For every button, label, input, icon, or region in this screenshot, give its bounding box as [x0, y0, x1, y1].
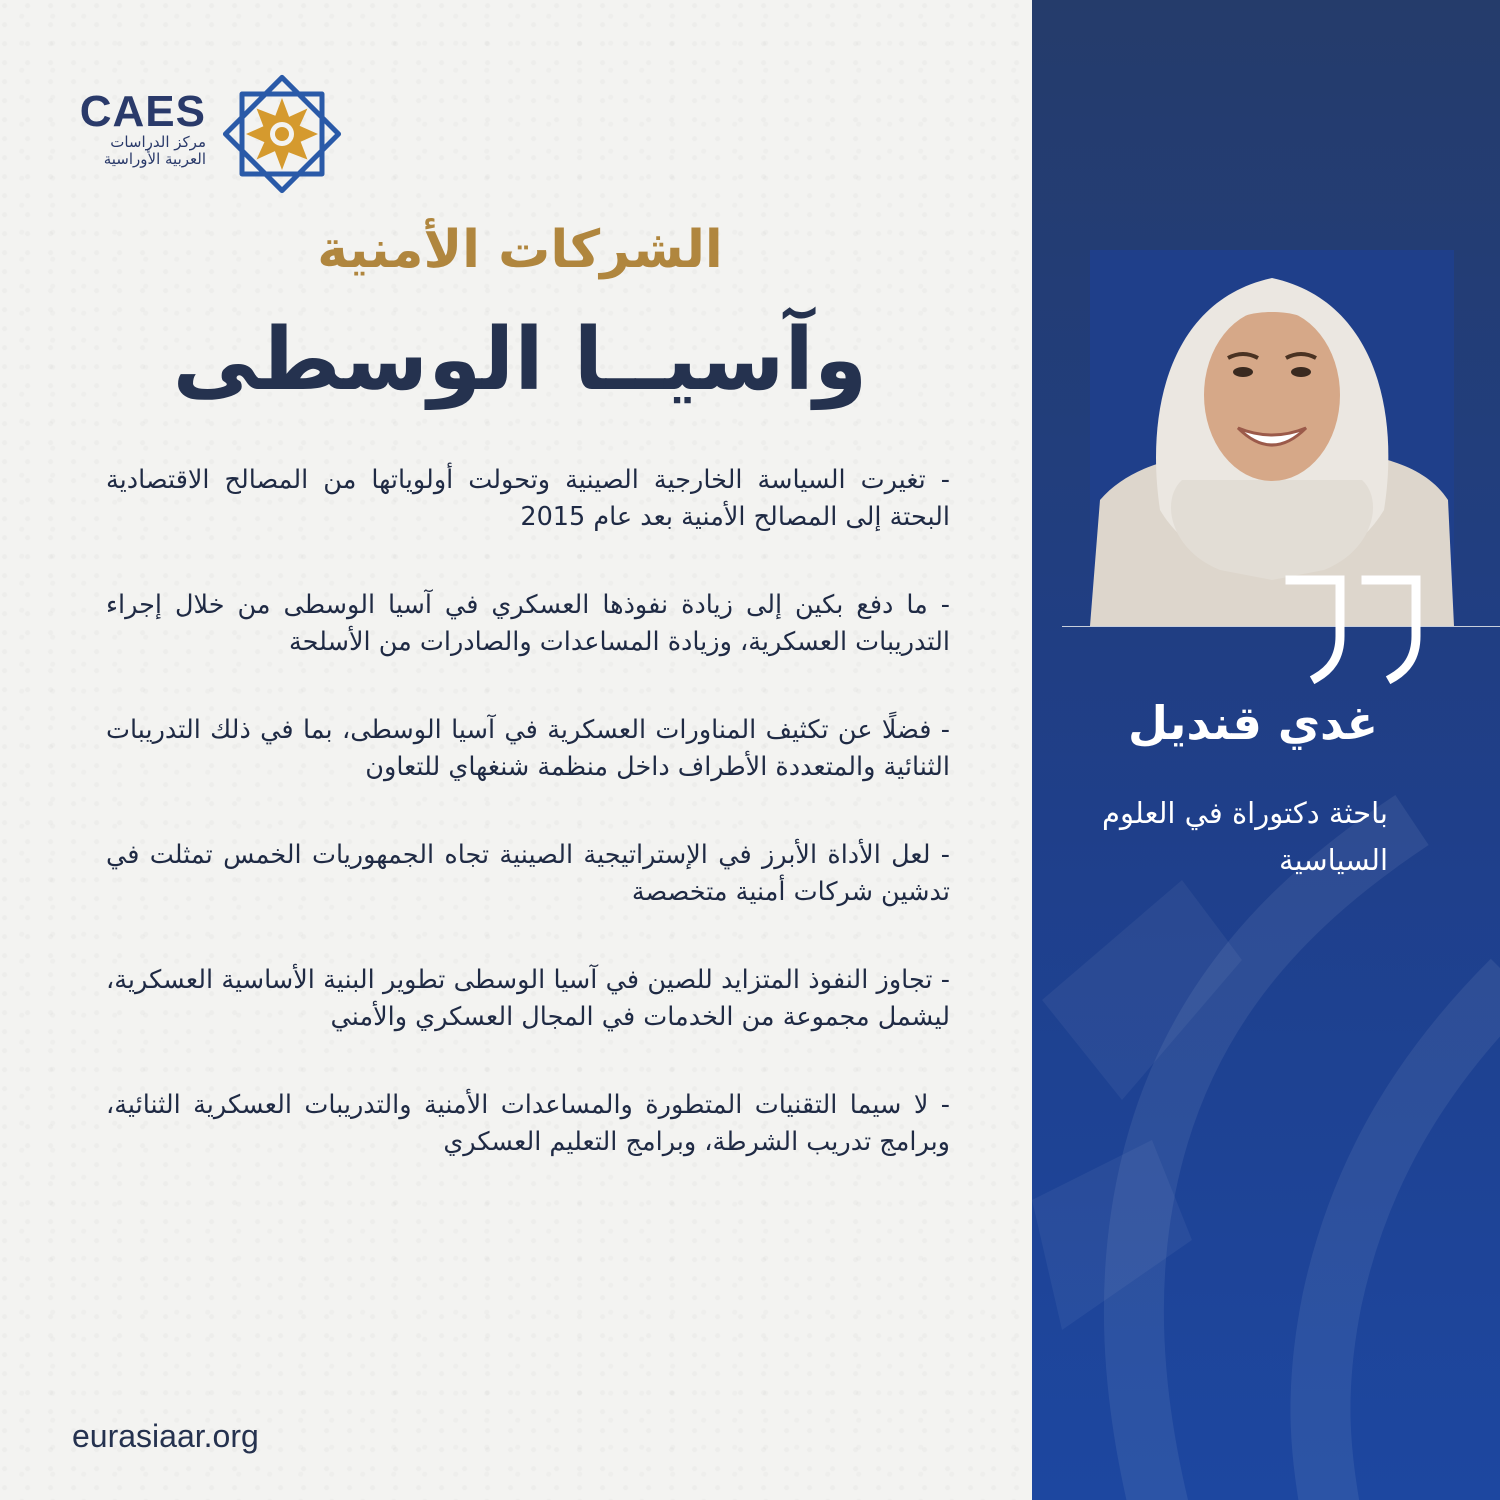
title-line-2: وآسيــا الوسطى	[172, 310, 868, 410]
logo-text	[79, 87, 206, 168]
key-point: - لا سيما التقنيات المتطورة والمساعدات الأمنية والتدريبات العسكرية الثنائية، وبرامج تدريب الشرطة، وبرامج التعليم العسكري	[106, 1090, 950, 1157]
caes-logo[interactable]	[79, 72, 344, 192]
author-panel	[1032, 0, 1500, 1500]
title-line-1: الشركات الأمنية	[317, 220, 723, 280]
eight-point-star-icon	[220, 72, 344, 196]
key-point: - تغيرت السياسة الخارجية الصينية وتحولت أولوياتها من المصالح الاقتصادية البحتة إلى المصالح الأمنية بعد عام 2015	[106, 465, 950, 532]
author-role: باحثة دكتوراة في العلوم السياسية	[1102, 796, 1388, 877]
key-points	[106, 462, 950, 1212]
closing-quote-icon	[1280, 566, 1428, 686]
author-name: غدي قنديل	[1128, 696, 1378, 750]
key-point: - ما دفع بكين إلى زيادة نفوذها العسكري في آسيا الوسطى من خلال إجراء التدريبات العسكرية، وزيادة المساعدات والصادرات من الأسلحة	[106, 590, 950, 657]
key-point: - لعل الأداة الأبرز في الإستراتيجية الصينية تجاه الجمهوريات الخمس تمثلت في تدشين شركات أمنية متخصصة	[106, 840, 950, 907]
key-point: - فضلًا عن تكثيف المناورات العسكرية في آسيا الوسطى، بما في ذلك التدريبات الثنائية والمتعددة الأطراف داخل منظمة شنغهاي للتعاون	[106, 715, 950, 782]
logo-subtitle-line-1: مركز الدراسات	[110, 133, 206, 151]
key-point: - تجاوز النفوذ المتزايد للصين في آسيا الوسطى تطوير البنية الأساسية العسكرية، ليشمل مجموعة من الخدمات في المجال العسكري والأمني	[106, 965, 950, 1032]
logo-subtitle-line-2: العربية الأوراسية	[103, 150, 206, 168]
background-ornament	[1032, 0, 1500, 1500]
logo-abbreviation: CAES	[79, 87, 206, 136]
website-link[interactable]: eurasiaar.org	[72, 1418, 259, 1454]
